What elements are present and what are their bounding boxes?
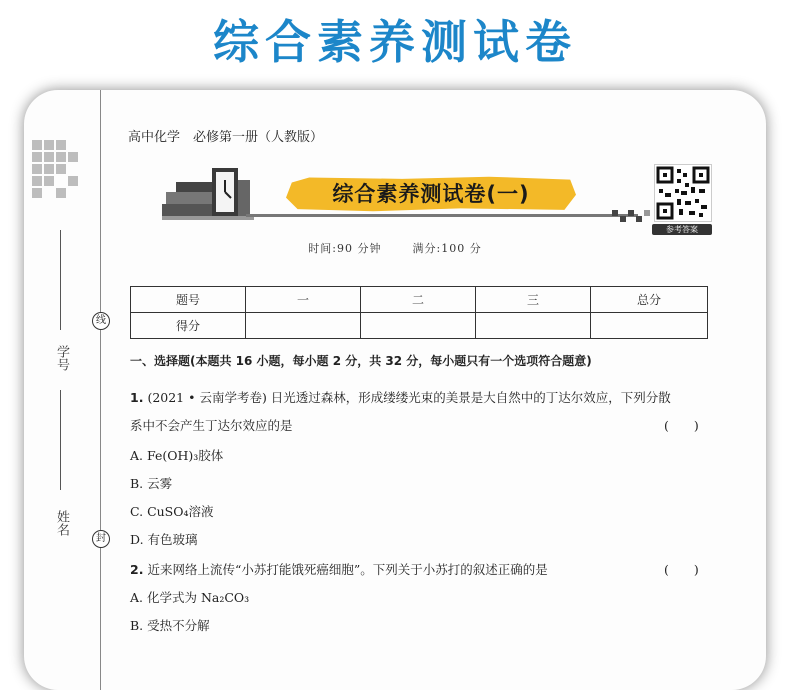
subject-header: 高中化学 必修第一册（人教版） — [128, 130, 324, 145]
score-cell[interactable] — [246, 313, 361, 339]
qr-caption: 参考答案 — [652, 224, 712, 235]
score-table — [130, 286, 708, 339]
question-2-option-b: B. 受热不分解 — [130, 618, 210, 633]
score-cell[interactable] — [361, 313, 476, 339]
question-1-option-a: A. Fe(OH)₃胶体 — [130, 448, 224, 463]
seal-mark-top: 线 — [92, 312, 110, 330]
qr-code-icon[interactable] — [654, 164, 712, 222]
time-score-info — [24, 240, 766, 256]
full-score: 满分:100 分 — [412, 242, 482, 255]
score-table-value-row — [131, 313, 708, 339]
score-cell[interactable] — [476, 313, 591, 339]
question-1-number: 1. — [130, 390, 144, 405]
name-label: 姓名 — [54, 510, 69, 536]
test-paper-sheet — [24, 90, 766, 690]
time-limit: 时间:90 分钟 — [308, 242, 382, 255]
question-1-option-b: B. 云雾 — [130, 476, 173, 491]
question-1-stem: (2021 • 云南学考卷) 日光透过森林，形成缕缕光束的美景是大自然中的丁达尔效应，下列分散 — [147, 390, 671, 405]
question-1-line-1 — [130, 388, 671, 406]
binding-line — [100, 90, 101, 690]
name-rule — [60, 390, 61, 490]
banner-title: 综合素养测试卷 — [213, 15, 577, 69]
books-clock-icon — [162, 168, 254, 224]
seal-mark-bottom: 封 — [92, 530, 110, 548]
score-header-cell: 一 — [246, 287, 361, 313]
question-2-option-a: A. 化学式为 Na₂CO₃ — [130, 590, 250, 605]
question-1-option-c: C. CuSO₄溶液 — [130, 504, 214, 519]
question-2-stem: 近来网络上流传“小苏打能饿死癌细胞”。下列关于小苏打的叙述正确的是 — [147, 562, 548, 577]
score-header-cell: 总分 — [591, 287, 708, 313]
title-rule — [246, 214, 638, 217]
section-heading: 一、选择题(本题共 16 小题，每小题 2 分，共 32 分，每小题只有一个选项符合题意) — [130, 354, 592, 368]
question-1-option-d: D. 有色玻璃 — [130, 532, 198, 547]
question-2-line-1 — [130, 560, 548, 578]
score-table-header-row — [131, 287, 708, 313]
question-1-line-2: 系中不会产生丁达尔效应的是 — [130, 418, 293, 433]
score-row-label: 得分 — [131, 313, 246, 339]
score-header-cell: 题号 — [131, 287, 246, 313]
question-2-number: 2. — [130, 562, 144, 577]
score-header-cell: 二 — [361, 287, 476, 313]
question-1-answer-bracket[interactable]: ( ) — [664, 418, 699, 433]
score-cell[interactable] — [591, 313, 708, 339]
student-id-label: 学号 — [54, 345, 69, 371]
score-header-cell: 三 — [476, 287, 591, 313]
test-title: 综合素养测试卷(一) — [332, 182, 530, 206]
question-2-answer-bracket[interactable]: ( ) — [664, 562, 699, 577]
